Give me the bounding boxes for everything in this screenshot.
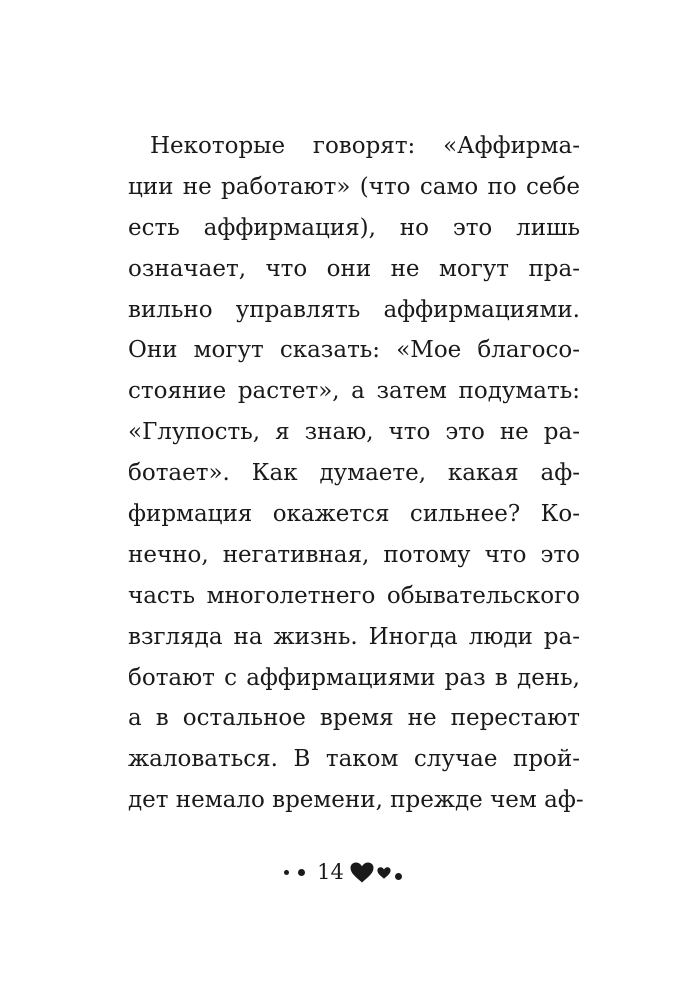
text-line: означает, что они не могут пра- bbox=[128, 255, 580, 282]
text-line: Они могут сказать: «Мое благосо- bbox=[128, 337, 580, 364]
text-line: дет немало времени, прежде чем аф- bbox=[128, 787, 584, 814]
text-line: «Глупость, я знаю, что это не ра- bbox=[128, 419, 580, 446]
text-line: взгляда на жизнь. Иногда люди ра- bbox=[128, 623, 580, 650]
text-line: жаловаться. В таком случае прой- bbox=[128, 746, 580, 773]
text-line: стояние растет», а затем подумать: bbox=[128, 378, 580, 405]
heart-small-icon bbox=[377, 867, 391, 879]
text-line: Некоторые говорят: «Аффирма- bbox=[150, 133, 580, 159]
dot-medium-icon bbox=[298, 869, 305, 876]
page-footer bbox=[0, 852, 686, 892]
heart-icon bbox=[350, 862, 374, 883]
text-line: ции не работают» (что само по себе bbox=[128, 173, 580, 200]
dot-small-icon bbox=[284, 870, 289, 875]
text-line: часть многолетнего обывательского bbox=[128, 582, 580, 609]
text-line: а в остальное время не перестают bbox=[128, 705, 580, 732]
text-line: фирмация окажется сильнее? Ко- bbox=[128, 501, 580, 528]
text-line: вильно управлять аффирмациями. bbox=[128, 296, 580, 323]
dot-icon bbox=[395, 873, 402, 880]
text-line: нечно, негативная, потому что это bbox=[128, 541, 580, 568]
text-line: есть аффирмация), но это лишь bbox=[128, 214, 580, 241]
body-text bbox=[128, 126, 584, 821]
text-line: ботает». Как думаете, какая аф- bbox=[128, 460, 580, 487]
text-line: ботают с аффирмациями раз в день, bbox=[128, 664, 580, 691]
page-number: 14 bbox=[317, 860, 344, 884]
